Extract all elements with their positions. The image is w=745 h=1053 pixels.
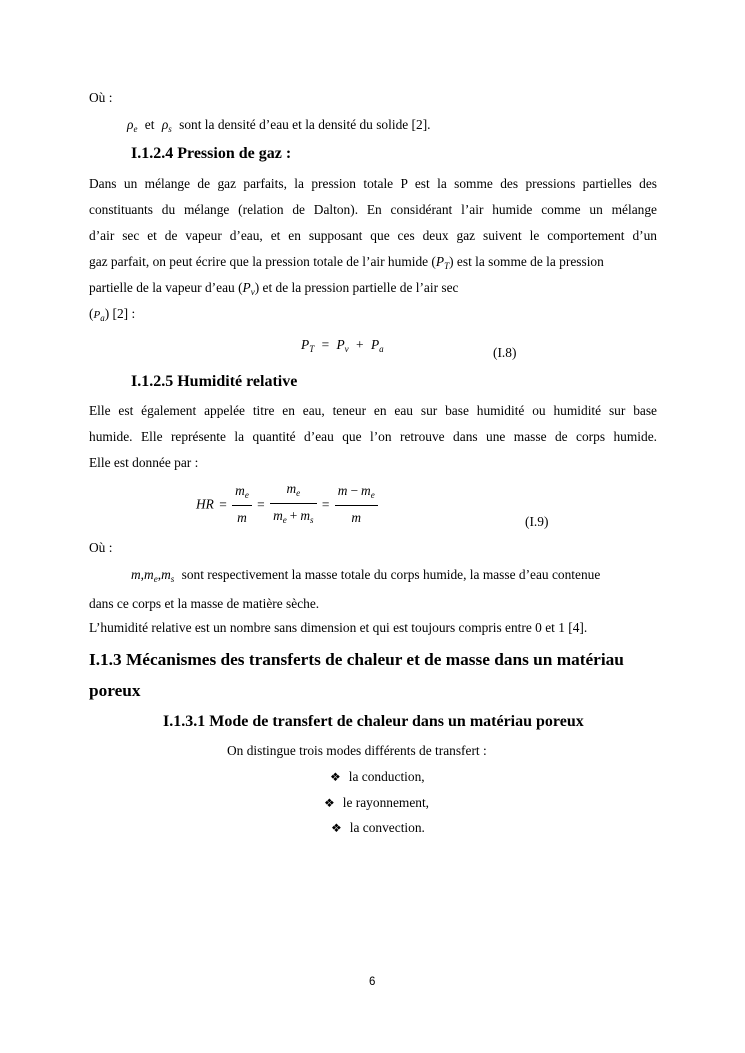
diamond-bullet-icon: ❖: [324, 796, 335, 810]
equation-i9: [196, 481, 378, 528]
densities-text: sont la densité d’eau et la densité du solide [2].: [179, 117, 431, 132]
eq9-f1-num-sub: e: [244, 490, 249, 500]
eq9-f2-num-sub: e: [296, 488, 301, 498]
mass-ms: m: [161, 567, 171, 582]
ou-label: Où :: [89, 90, 113, 105]
eq9-f2-den-b-sub: s: [310, 515, 314, 525]
gas-line5-start: partielle de la vapeur d’eau (: [89, 280, 243, 295]
hr-note: L’humidité relative est un nombre sans dimension et qui est toujours compris entre 0 et 1 [4].: [89, 620, 588, 635]
mass-me-sub: e: [153, 574, 158, 584]
eq8-plus: +: [356, 337, 364, 352]
eq9-f1-den: m: [237, 510, 247, 525]
diamond-bullet-icon: ❖: [331, 821, 342, 835]
list-item-label: la convection.: [349, 820, 425, 835]
eq8-lhs-sub: T: [309, 344, 315, 354]
mass-comma-2: ,: [157, 567, 162, 582]
section-heading-113-line-1: I.1.3 Mécanismes des transferts de chaleur et de masse dans un matériau: [89, 650, 624, 669]
list-item-rayonnement: [324, 795, 429, 811]
list-item-convection: [331, 820, 425, 836]
gas-line4-start: gaz parfait, on peut écrire que la pression totale de l’air humide (: [89, 254, 436, 269]
list-item-label: le rayonnement,: [342, 795, 430, 810]
page-number: 6: [369, 976, 376, 988]
gas-paragraph-line-5: [89, 280, 458, 300]
gas-line6-end: ) [2] :: [104, 306, 136, 321]
hr-paragraph-line-2: humide. Elle représente la quantité d’eau que l’on retrouve dans une masse de corps humide.: [89, 429, 657, 444]
rho-sub-s: s: [168, 124, 172, 134]
eq9-fraction-3: [335, 483, 378, 526]
p-vapour-sub: v: [250, 287, 255, 297]
eq9-lhs: HR: [196, 496, 214, 512]
eq9-f2-den-b: m: [300, 508, 310, 523]
p-total-sub: T: [444, 261, 450, 271]
densities-line: [127, 117, 431, 137]
rho-sub-e: e: [133, 124, 138, 134]
section-heading-1125: I.1.2.5 Humidité relative: [131, 373, 298, 390]
section-heading-1124: I.1.2.4 Pression de gaz :: [131, 145, 292, 162]
masses-line-2: dans ce corps et la masse de matière sèche.: [89, 596, 320, 611]
eq8-term1-sub: v: [344, 344, 349, 354]
p-air-sub: a: [100, 313, 105, 323]
gas-line4-end: ) est la somme de la pression: [449, 254, 604, 269]
eq9-fraction-2: [270, 481, 316, 528]
gas-paragraph-line-2: constituants du mélange (relation de Dalton). En considérant l’air humide comme un mélange: [89, 202, 657, 217]
mass-comma-1: ,: [140, 567, 145, 582]
mass-ms-sub: s: [170, 574, 175, 584]
p-air-symbol: P: [93, 309, 101, 321]
ou-label-2: Où :: [89, 540, 113, 555]
equation-i9-label: (I.9): [525, 514, 549, 529]
gas-paragraph-line-6: [89, 306, 135, 326]
gas-paragraph-line-1: Dans un mélange de gaz parfaits, la pression totale P est la somme des pressions partielles des: [89, 176, 657, 191]
hr-paragraph-line-3: Elle est donnée par :: [89, 455, 199, 470]
eq8-term2-sub: a: [379, 344, 384, 354]
rho-symbol: ρ: [127, 117, 134, 132]
eq9-f1-num: m: [235, 483, 245, 498]
rho-symbol-2: ρ: [161, 117, 169, 132]
eq8-equals: =: [321, 337, 330, 352]
modes-intro: On distingue trois modes différents de transfert :: [227, 743, 487, 758]
gas-paragraph-line-4: [89, 254, 604, 274]
mass-me: m: [144, 567, 154, 582]
eq9-equals-2: =: [257, 496, 265, 512]
list-item-conduction: [330, 769, 425, 785]
eq9-f3-num-b-sub: e: [370, 490, 375, 500]
eq9-f2-den-a: m: [273, 508, 283, 523]
eq9-f2-num: m: [286, 481, 297, 496]
section-heading-1131: I.1.3.1 Mode de transfert de chaleur dans un matériau poreux: [163, 713, 584, 730]
densities-et: et: [144, 117, 155, 132]
equation-i8: [301, 337, 384, 357]
eq9-f2-plus: +: [289, 508, 298, 523]
gas-line6-open: (: [89, 306, 94, 321]
gas-line5-end: ) et de la pression partielle de l’air sec: [254, 280, 459, 295]
mass-m: m: [131, 567, 141, 582]
eq8-lhs: P: [301, 337, 310, 352]
eq9-f3-num-b: m: [361, 483, 371, 498]
eq9-equals-3: =: [321, 496, 330, 512]
eq9-equals-1: =: [219, 496, 227, 512]
masses-text: sont respectivement la masse totale du corps humide, la masse d’eau contenue: [181, 567, 601, 582]
section-heading-113-line-2: poreux: [89, 681, 141, 700]
eq9-f3-num-a: m: [337, 483, 348, 498]
eq8-term2: P: [370, 337, 380, 352]
eq9-f2-den-a-sub: e: [282, 515, 287, 525]
eq9-f3-den: m: [351, 510, 362, 525]
list-item-label: la conduction,: [348, 769, 425, 784]
diamond-bullet-icon: ❖: [330, 770, 341, 784]
eq9-fraction-1: [232, 483, 252, 526]
eq9-f3-minus: −: [350, 483, 359, 498]
equation-i8-label: (I.8): [493, 345, 517, 360]
p-total-symbol: P: [435, 254, 445, 269]
masses-line: [131, 567, 600, 587]
eq8-term1: P: [336, 337, 345, 352]
gas-paragraph-line-3: d’air sec et de vapeur d’eau, et en supposant que ces deux gaz suivent le comportement d’un: [89, 228, 657, 243]
hr-paragraph-line-1: Elle est également appelée titre en eau, teneur en eau sur base humidité ou humidité sur base: [89, 403, 657, 418]
p-vapour-symbol: P: [242, 280, 251, 295]
